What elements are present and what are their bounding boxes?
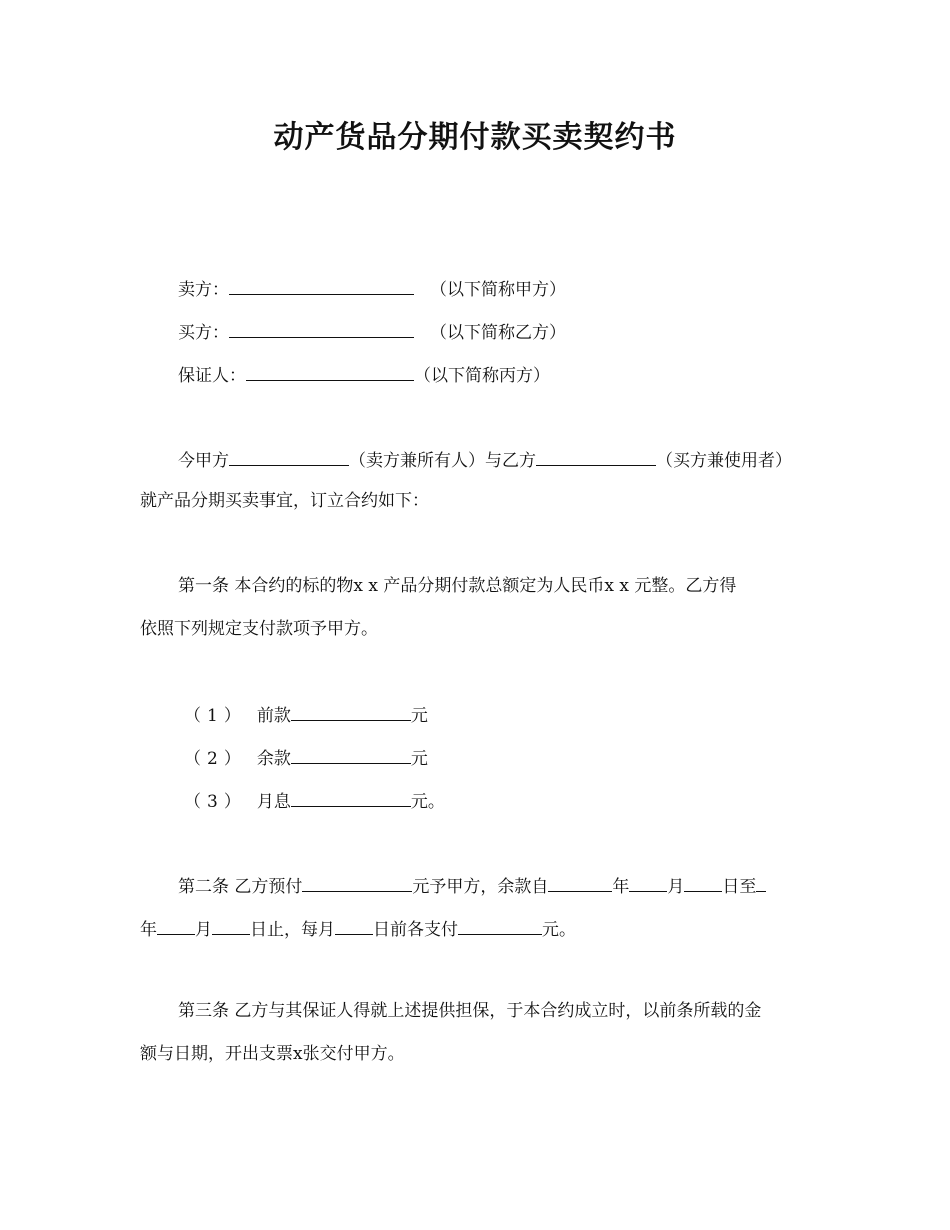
- intro-line-1: [178, 446, 792, 473]
- item-label: 余款: [256, 749, 291, 769]
- end-month-blank: [157, 915, 195, 935]
- item-row-1: [184, 701, 428, 728]
- intro-seller-blank: [229, 446, 349, 466]
- item-label: 月息: [256, 792, 291, 812]
- item-suffix: 元: [410, 749, 428, 769]
- start-year-blank: [548, 872, 612, 892]
- start-day-blank: [684, 872, 722, 892]
- article2-text: 元予甲方，余款自: [412, 877, 549, 897]
- page-title: 动产货品分期付款买卖契约书: [273, 120, 677, 155]
- article2-text: 月: [667, 877, 685, 897]
- article2-line-2: [140, 915, 576, 942]
- article3-line-2: 额与日期，开出支票x张交付甲方。: [140, 1044, 405, 1064]
- seller-label: 卖方：: [178, 280, 229, 300]
- item-row-3: [184, 787, 445, 814]
- seller-line: [178, 275, 566, 302]
- article2-text: 年: [140, 920, 157, 940]
- buyer-line: [178, 318, 566, 345]
- end-year-blank-start: [756, 872, 766, 892]
- intro-text-1: 今甲方: [178, 451, 229, 471]
- buyer-note: （以下简称乙方）: [430, 323, 566, 343]
- pay-day-blank: [335, 915, 373, 935]
- item-suffix: 元: [410, 706, 428, 726]
- article1-line-1: 第一条 本合约的标的物x x 产品分期付款总额定为人民币x x 元整。乙方得: [178, 576, 737, 596]
- item-number: （3）: [184, 792, 247, 812]
- seller-note: （以下简称甲方）: [430, 280, 566, 300]
- item-amount-blank: [291, 744, 411, 764]
- item-suffix: 元。: [410, 792, 445, 812]
- article2-text: 月: [195, 920, 212, 940]
- intro-line-2: 就产品分期买卖事宜，订立合约如下：: [140, 491, 429, 511]
- item-number: （2）: [184, 749, 247, 769]
- item-amount-blank: [291, 787, 411, 807]
- article2-text: 元。: [542, 920, 576, 940]
- article2-line-1: [178, 872, 766, 899]
- end-day-blank: [212, 915, 250, 935]
- item-number: （1）: [184, 706, 247, 726]
- intro-buyer-blank: [536, 446, 656, 466]
- guarantor-label: 保证人：: [178, 366, 246, 386]
- item-amount-blank: [291, 701, 411, 721]
- article3-line-1: 第三条 乙方与其保证人得就上述提供担保，于本合约成立时，以前条所载的金: [178, 1001, 762, 1021]
- intro-text-2: （卖方兼所有人）与乙方: [349, 451, 536, 471]
- intro-text-3: （买方兼使用者）: [656, 451, 792, 471]
- article1-line-2: 依照下列规定支付款项予甲方。: [140, 619, 378, 639]
- start-month-blank: [629, 872, 667, 892]
- article2-text: 日前各支付: [373, 920, 458, 940]
- article2-text: 日至: [722, 877, 757, 897]
- guarantor-line: [178, 361, 550, 388]
- seller-blank: [229, 275, 414, 295]
- article2-text: 第二条 乙方预付: [178, 877, 303, 897]
- article2-text: 日止，每月: [250, 920, 335, 940]
- guarantor-blank: [246, 361, 414, 381]
- prepay-blank: [302, 872, 412, 892]
- buyer-label: 买方：: [178, 323, 229, 343]
- monthly-amount-blank: [458, 915, 542, 935]
- item-label: 前款: [256, 706, 291, 726]
- article2-text: 年: [612, 877, 630, 897]
- buyer-blank: [229, 318, 414, 338]
- item-row-2: [184, 744, 428, 771]
- guarantor-note: （以下简称丙方）: [414, 366, 550, 386]
